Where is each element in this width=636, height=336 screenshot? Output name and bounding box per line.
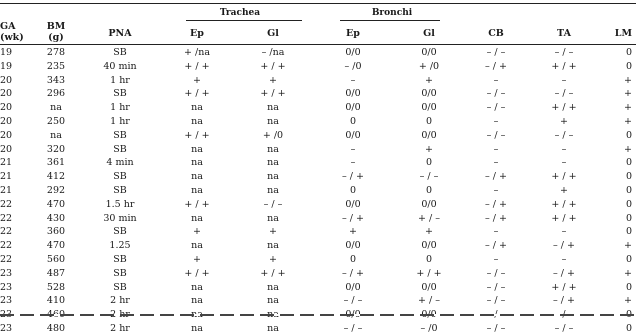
ta-cell: –	[561, 74, 567, 86]
table-row	[0, 129, 636, 143]
ep-bronchi-cell: – /0	[344, 60, 362, 72]
ta-cell: –	[561, 253, 567, 265]
lm-cell: 0	[625, 281, 632, 293]
ep-trachea-cell: na	[191, 102, 203, 114]
lm-cell: +	[624, 115, 632, 127]
gl-trachea-cell: na	[267, 295, 279, 307]
gl-bronchi-cell: + / –	[418, 212, 440, 224]
cb-cell: – / +	[485, 198, 507, 210]
ga-cell: 21	[0, 157, 13, 169]
ep-bronchi-cell: 0	[349, 184, 357, 196]
table-row	[0, 198, 636, 212]
gl-bronchi-cell: 0/0	[421, 129, 437, 141]
pna-cell: 4 min	[106, 157, 134, 169]
ep-trachea-cell: na	[191, 295, 203, 307]
table-row	[0, 115, 636, 129]
cb-cell: – / –	[486, 322, 506, 334]
lm-cell: 0	[625, 322, 632, 334]
ep-trachea-cell: na	[191, 281, 203, 293]
ta-cell: + / +	[551, 198, 577, 210]
table-top-rule	[0, 3, 636, 4]
lm-cell: 0	[625, 47, 632, 58]
bm-cell: 410	[46, 295, 66, 307]
ga-cell: 20	[0, 74, 13, 86]
pna-cell: 1.25	[109, 240, 131, 252]
col-header-cb: CB	[488, 28, 504, 39]
pna-cell: SB	[113, 129, 127, 141]
ga-cell: 23	[0, 281, 13, 293]
gl-bronchi-cell: 0	[425, 253, 433, 265]
ep-trachea-cell: + / +	[184, 267, 210, 279]
cb-cell: – / +	[485, 212, 507, 224]
gl-trachea-cell: na	[267, 184, 279, 196]
ep-bronchi-cell: –	[350, 74, 356, 86]
lm-cell: +	[624, 102, 632, 114]
ga-cell: 20	[0, 129, 13, 141]
bm-cell: 235	[46, 60, 66, 72]
ga-cell: 19	[0, 60, 13, 72]
bm-cell: 430	[46, 212, 66, 224]
ta-cell: – / –	[554, 129, 574, 141]
ga-cell: 22	[0, 253, 13, 265]
table-row	[0, 253, 636, 267]
cb-cell: – / –	[486, 129, 506, 141]
table-row	[0, 281, 636, 295]
lm-cell: 0	[625, 198, 632, 210]
gl-trachea-cell: na	[267, 143, 279, 155]
ep-bronchi-cell: +	[349, 226, 357, 238]
col-header-bm-line2: (g)	[48, 32, 64, 43]
bm-cell: 528	[46, 281, 66, 293]
ta-cell: – / +	[553, 240, 575, 252]
gl-trachea-cell: na	[267, 281, 279, 293]
col-header-ga	[0, 21, 32, 43]
bm-cell: 320	[46, 143, 66, 155]
ep-bronchi-cell: 0	[349, 253, 357, 265]
cb-cell: –	[493, 184, 499, 196]
lm-cell: 0	[625, 129, 632, 141]
table-row	[0, 170, 636, 184]
bm-cell: 470	[46, 198, 66, 210]
col-header-pna: PNA	[108, 28, 132, 39]
pna-cell: 1 hr	[110, 115, 130, 127]
ep-bronchi-cell: 0/0	[345, 240, 361, 252]
table-row	[0, 212, 636, 226]
cb-cell: –	[493, 143, 499, 155]
ga-cell: 22	[0, 226, 13, 238]
ep-bronchi-cell: –	[350, 157, 356, 169]
gl-bronchi-cell: + / +	[416, 267, 442, 279]
ep-trachea-cell: + / +	[184, 129, 210, 141]
ep-bronchi-cell: – / +	[342, 171, 364, 183]
gl-trachea-cell: na	[267, 212, 279, 224]
gl-trachea-cell: na	[267, 102, 279, 114]
gl-bronchi-cell: 0	[425, 184, 433, 196]
pna-cell: SB	[113, 88, 127, 100]
cb-cell: – / +	[485, 60, 507, 72]
table-row	[0, 60, 636, 74]
cb-cell: – / +	[485, 171, 507, 183]
gl-trachea-cell: + / +	[260, 88, 286, 100]
table-row	[0, 87, 636, 101]
table-row	[0, 74, 636, 88]
ta-cell: +	[560, 184, 568, 196]
bm-cell: 470	[46, 240, 66, 252]
pna-cell: SB	[113, 184, 127, 196]
pna-cell: 2 hr	[110, 295, 130, 307]
gl-trachea-cell: na	[267, 322, 279, 334]
pna-cell: 40 min	[103, 60, 137, 72]
ep-bronchi-cell: 0/0	[345, 129, 361, 141]
ga-cell: 22	[0, 198, 13, 210]
bm-cell: 292	[46, 184, 66, 196]
ep-bronchi-cell: 0	[349, 115, 357, 127]
col-header-ep-trachea: Ep	[190, 28, 204, 39]
lm-cell: 0	[625, 184, 632, 196]
ta-cell: + / +	[551, 212, 577, 224]
gl-trachea-cell: – /na	[261, 47, 285, 58]
ep-trachea-cell: + / +	[184, 60, 210, 72]
pna-cell: SB	[113, 171, 127, 183]
ga-cell: 20	[0, 115, 13, 127]
ep-bronchi-cell: – / +	[342, 267, 364, 279]
ta-cell: +	[560, 115, 568, 127]
ga-cell: 20	[0, 143, 13, 155]
ta-cell: – / +	[553, 267, 575, 279]
gl-trachea-cell: na	[267, 157, 279, 169]
group-header-bronchi: Bronchi	[371, 8, 413, 18]
bm-cell: 560	[46, 253, 66, 265]
bm-cell: 296	[46, 88, 66, 100]
group-rule-bronchi	[340, 20, 440, 21]
ta-cell: + / +	[551, 102, 577, 114]
ep-bronchi-cell: – / –	[343, 295, 363, 307]
table-row	[0, 184, 636, 198]
col-header-ep-bronchi: Ep	[346, 28, 360, 39]
cb-cell: – / –	[486, 47, 506, 58]
col-header-bm-line1: BM	[46, 21, 66, 32]
col-header-ga-line1: GA	[0, 21, 16, 32]
ep-trachea-cell: + /na	[184, 47, 210, 58]
ep-trachea-cell: na	[191, 157, 203, 169]
cb-cell: – / –	[486, 102, 506, 114]
ta-cell: – / –	[554, 88, 574, 100]
lm-cell: +	[624, 240, 632, 252]
ta-cell: + / +	[551, 60, 577, 72]
table-row	[0, 322, 636, 336]
ep-bronchi-cell: 0/0	[345, 47, 361, 58]
lm-cell: 0	[625, 171, 632, 183]
col-header-ta: TA	[557, 28, 571, 39]
gl-trachea-cell: na	[267, 115, 279, 127]
gl-trachea-cell: +	[269, 253, 277, 265]
bm-cell: na	[50, 102, 62, 114]
cb-cell: –	[493, 115, 499, 127]
ep-trachea-cell: + / +	[184, 198, 210, 210]
ep-bronchi-cell: 0/0	[345, 281, 361, 293]
lm-cell: 0	[625, 157, 632, 169]
bm-cell: 278	[46, 47, 66, 58]
gl-bronchi-cell: 0/0	[421, 198, 437, 210]
ep-trachea-cell: + / +	[184, 88, 210, 100]
gl-bronchi-cell: 0/0	[421, 88, 437, 100]
col-header-lm: LM	[614, 28, 632, 39]
ep-trachea-cell: na	[191, 115, 203, 127]
bm-cell: 412	[46, 171, 66, 183]
cb-cell: – / –	[486, 267, 506, 279]
gl-trachea-cell: +	[269, 226, 277, 238]
pna-cell: SB	[113, 281, 127, 293]
cb-cell: – / +	[485, 240, 507, 252]
cb-cell: –	[493, 157, 499, 169]
ta-cell: – / –	[554, 47, 574, 58]
gl-bronchi-cell: + / –	[418, 295, 440, 307]
pna-cell: 30 min	[103, 212, 137, 224]
cb-cell: – / –	[486, 295, 506, 307]
lm-cell: 0	[625, 60, 632, 72]
ep-bronchi-cell: 0/0	[345, 198, 361, 210]
ta-cell: – / +	[553, 295, 575, 307]
bm-cell: na	[50, 129, 62, 141]
gl-trachea-cell: – / –	[263, 198, 283, 210]
ep-trachea-cell: +	[193, 253, 201, 265]
col-header-gl-trachea: Gl	[267, 28, 279, 39]
bm-cell: 343	[46, 74, 66, 86]
ta-cell: –	[561, 143, 567, 155]
lm-cell: 0	[625, 253, 632, 265]
cb-cell: –	[493, 226, 499, 238]
gl-bronchi-cell: +	[425, 74, 433, 86]
table-row	[0, 101, 636, 115]
lm-cell: 0	[625, 212, 632, 224]
pna-cell: 2 hr	[110, 322, 130, 334]
pna-cell: SB	[113, 253, 127, 265]
ga-cell: 21	[0, 184, 13, 196]
gl-bronchi-cell: 0/0	[421, 240, 437, 252]
ep-trachea-cell: +	[193, 226, 201, 238]
ta-cell: –	[561, 226, 567, 238]
gl-bronchi-cell: +	[425, 143, 433, 155]
ep-bronchi-cell: 0/0	[345, 102, 361, 114]
gl-bronchi-cell: 0/0	[421, 281, 437, 293]
table-body	[0, 46, 636, 336]
ep-trachea-cell: +	[193, 74, 201, 86]
ga-cell: 23	[0, 295, 13, 307]
gl-bronchi-cell: 0	[425, 157, 433, 169]
header-bottom-rule	[0, 44, 636, 45]
gl-bronchi-cell: 0/0	[421, 47, 437, 58]
ep-bronchi-cell: – / –	[343, 322, 363, 334]
gl-bronchi-cell: – / –	[419, 171, 439, 183]
pna-cell: SB	[113, 226, 127, 238]
ep-trachea-cell: na	[191, 212, 203, 224]
pna-cell: 1.5 hr	[105, 198, 135, 210]
ga-cell: 23	[0, 322, 13, 334]
group-rule-trachea	[186, 20, 302, 21]
ep-trachea-cell: na	[191, 171, 203, 183]
lm-cell: +	[624, 267, 632, 279]
table-bottom-rule	[0, 314, 636, 316]
gl-bronchi-cell: +	[425, 226, 433, 238]
gl-trachea-cell: + /0	[262, 129, 284, 141]
gl-trachea-cell: na	[267, 240, 279, 252]
gl-bronchi-cell: – /0	[420, 322, 438, 334]
bm-cell: 250	[46, 115, 66, 127]
ga-cell: 22	[0, 212, 13, 224]
table-row	[0, 156, 636, 170]
bm-cell: 360	[46, 226, 66, 238]
table-row	[0, 239, 636, 253]
ta-cell: + / +	[551, 171, 577, 183]
pna-cell: SB	[113, 143, 127, 155]
ep-bronchi-cell: – / +	[342, 212, 364, 224]
ep-trachea-cell: na	[191, 184, 203, 196]
gl-bronchi-cell: + /0	[418, 60, 440, 72]
pna-cell: SB	[113, 267, 127, 279]
table-row	[0, 143, 636, 157]
bm-cell: 361	[46, 157, 66, 169]
ep-bronchi-cell: –	[350, 143, 356, 155]
gl-trachea-cell: + / +	[260, 267, 286, 279]
pna-cell: 1 hr	[110, 102, 130, 114]
ep-trachea-cell: na	[191, 240, 203, 252]
gl-bronchi-cell: 0/0	[421, 102, 437, 114]
gl-trachea-cell: +	[269, 74, 277, 86]
table-row	[0, 46, 636, 60]
table-row	[0, 267, 636, 281]
ga-cell: 20	[0, 88, 13, 100]
ga-cell: 20	[0, 102, 13, 114]
lm-cell: 0	[625, 226, 632, 238]
bm-cell: 487	[46, 267, 66, 279]
ga-cell: 21	[0, 171, 13, 183]
lm-cell: +	[624, 143, 632, 155]
group-header-trachea: Trachea	[219, 8, 261, 18]
ta-cell: + / +	[551, 281, 577, 293]
col-header-ga-line2: (wk)	[0, 32, 24, 43]
pna-cell: SB	[113, 47, 127, 58]
ga-cell: 23	[0, 267, 13, 279]
bm-cell: 480	[46, 322, 66, 334]
ep-bronchi-cell: 0/0	[345, 88, 361, 100]
table-row	[0, 225, 636, 239]
data-table	[0, 46, 636, 336]
cb-cell: –	[493, 253, 499, 265]
gl-trachea-cell: na	[267, 171, 279, 183]
lm-cell: +	[624, 74, 632, 86]
pna-cell: 1 hr	[110, 74, 130, 86]
ep-trachea-cell: na	[191, 143, 203, 155]
cb-cell: –	[493, 74, 499, 86]
ta-cell: –	[561, 157, 567, 169]
gl-trachea-cell: + / +	[260, 60, 286, 72]
lm-cell: +	[624, 295, 632, 307]
cb-cell: – / –	[486, 281, 506, 293]
ga-cell: 19	[0, 47, 13, 58]
table-row	[0, 294, 636, 308]
ep-trachea-cell: na	[191, 322, 203, 334]
col-header-gl-bronchi: Gl	[423, 28, 435, 39]
ga-cell: 22	[0, 240, 13, 252]
cb-cell: – / –	[486, 88, 506, 100]
ta-cell: – / –	[554, 322, 574, 334]
gl-bronchi-cell: 0	[425, 115, 433, 127]
lm-cell: +	[624, 88, 632, 100]
col-header-bm	[32, 21, 80, 43]
